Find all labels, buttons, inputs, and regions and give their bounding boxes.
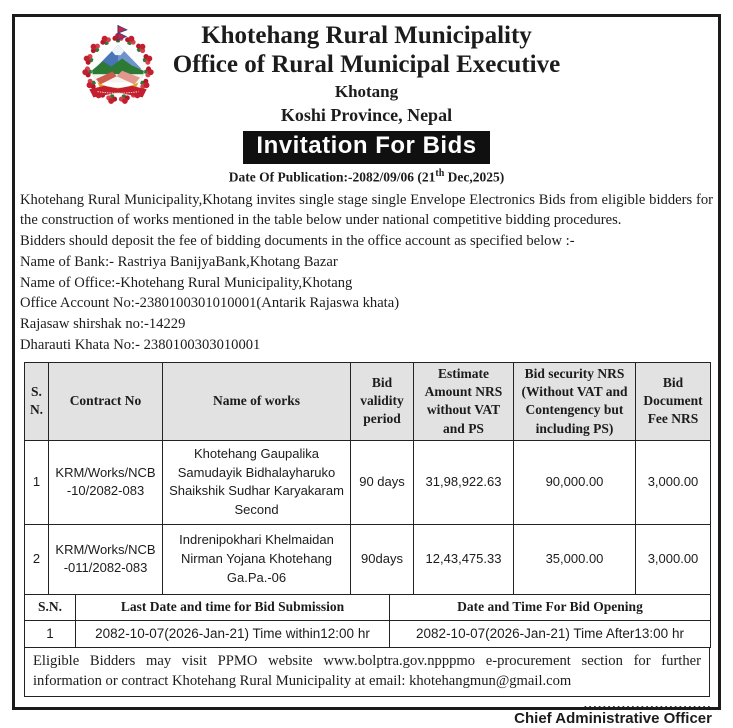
col-header-bid-opening: Date and Time For Bid Opening bbox=[390, 594, 711, 620]
publication-date bbox=[15, 168, 718, 186]
col-header-contract-no: Contract No bbox=[49, 362, 163, 440]
col-header-sn: S. N. bbox=[25, 362, 49, 440]
eligibility-note: Eligible Bidders may visit PPMO website www.bolptra.gov.npppmo e-procurement section for further information or contract Khotehang Rural Municipality at email: khotehangmun@gmail.com bbox=[24, 647, 710, 697]
table-row bbox=[25, 524, 711, 594]
organization-name: Khotehang Rural Municipality bbox=[201, 22, 532, 49]
cell-bid-security: 35,000.00 bbox=[514, 524, 636, 594]
office-account-line: Office Account No:-2380100301010001(Antarik Rajaswa khata) bbox=[20, 295, 400, 312]
dharauti-khata-line: Dharauti Khata No:- 2380100303010001 bbox=[20, 337, 261, 354]
province-name: Koshi Province, Nepal bbox=[280, 105, 453, 125]
publication-date-text: Date Of Publication:-2082/09/06 (21 bbox=[228, 169, 436, 185]
col-header-estimate-amount: Estimate Amount NRS without VAT and PS bbox=[414, 362, 514, 440]
signatory-title: Chief Administrative Officer bbox=[514, 709, 712, 727]
cell-sn: 2 bbox=[25, 524, 49, 594]
invitation-paragraph: Khotehang Rural Municipality,Khotang invites single stage single Envelope Electronics Bids from eligible bidders for the construction of works mentioned in the table below under national competitive bidding procedures. bbox=[20, 191, 713, 229]
cell-sn: 1 bbox=[25, 440, 49, 524]
bank-name-line: Name of Bank:- Rastriya BanijyaBank,Khotang Bazar bbox=[20, 253, 338, 270]
intro-section bbox=[20, 190, 713, 356]
col-header-name-of-works: Name of works bbox=[163, 362, 351, 440]
signature-dotted-line: ........................... bbox=[583, 695, 712, 711]
cell-estimate-amount: 12,43,475.33 bbox=[414, 524, 514, 594]
cell-bid-document-fee: 3,000.00 bbox=[636, 440, 711, 524]
nepal-government-emblem-logo bbox=[77, 23, 159, 109]
signature-block bbox=[15, 695, 718, 728]
rajasaw-shirshak-line: Rajasaw shirshak no:-14229 bbox=[20, 316, 186, 333]
col-header-bid-document-fee: Bid Document Fee NRS bbox=[636, 362, 711, 440]
cell-bid-validity: 90 days bbox=[351, 440, 414, 524]
office-name: Office of Rural Municipal Executive bbox=[172, 51, 561, 78]
col-header-bid-submission: Last Date and time for Bid Submission bbox=[76, 594, 390, 620]
cell-name-of-works: Khotehang Gaupalika Samudayik Bidhalayharuko Shaikshik Sudhar Karyakaram Second bbox=[163, 440, 351, 524]
cell-opening-datetime: 2082-10-07(2026-Jan-21) Time After13:00 hr bbox=[390, 620, 711, 647]
publication-date-superscript: th bbox=[435, 168, 445, 179]
bid-dates-table bbox=[24, 594, 711, 648]
office-name-line: Name of Office:-Khotehang Rural Municipality,Khotang bbox=[20, 274, 353, 291]
nepal-flag-icon bbox=[118, 26, 127, 40]
publication-date-suffix: Dec,2025) bbox=[444, 169, 505, 185]
document-border-frame bbox=[12, 14, 721, 727]
bid-table-header-row bbox=[25, 362, 711, 440]
cell-contract-no: KRM/Works/NCB -10/2082-083 bbox=[49, 440, 163, 524]
col-header-bid-security: Bid security NRS (Without VAT and Contengency but including PS) bbox=[514, 362, 636, 440]
cell-contract-no: KRM/Works/NCB -011/2082-083 bbox=[49, 524, 163, 594]
cell-bid-document-fee: 3,000.00 bbox=[636, 524, 711, 594]
deposit-instruction-line: Bidders should deposit the fee of bidding documents in the office account as specified below :- bbox=[20, 233, 575, 250]
cell-bid-validity: 90days bbox=[351, 524, 414, 594]
table-row bbox=[25, 620, 711, 647]
cell-submission-datetime: 2082-10-07(2026-Jan-21) Time within12:00 hr bbox=[76, 620, 390, 647]
invitation-for-bids-banner: Invitation For Bids bbox=[243, 131, 489, 164]
nepal-emblem-icon bbox=[77, 23, 159, 109]
bid-table bbox=[24, 362, 711, 595]
bid-table-section bbox=[24, 362, 710, 648]
col-header-sn: S.N. bbox=[25, 594, 76, 620]
dates-table-header-row bbox=[25, 594, 711, 620]
cell-bid-security: 90,000.00 bbox=[514, 440, 636, 524]
table-row bbox=[25, 440, 711, 524]
cell-sn: 1 bbox=[25, 620, 76, 647]
col-header-bid-validity: Bid validity period bbox=[351, 362, 414, 440]
district-name: Khotang bbox=[334, 82, 399, 101]
cell-name-of-works: Indrenipokhari Khelmaidan Nirman Yojana Khotehang Ga.Pa.-06 bbox=[163, 524, 351, 594]
cell-estimate-amount: 31,98,922.63 bbox=[414, 440, 514, 524]
